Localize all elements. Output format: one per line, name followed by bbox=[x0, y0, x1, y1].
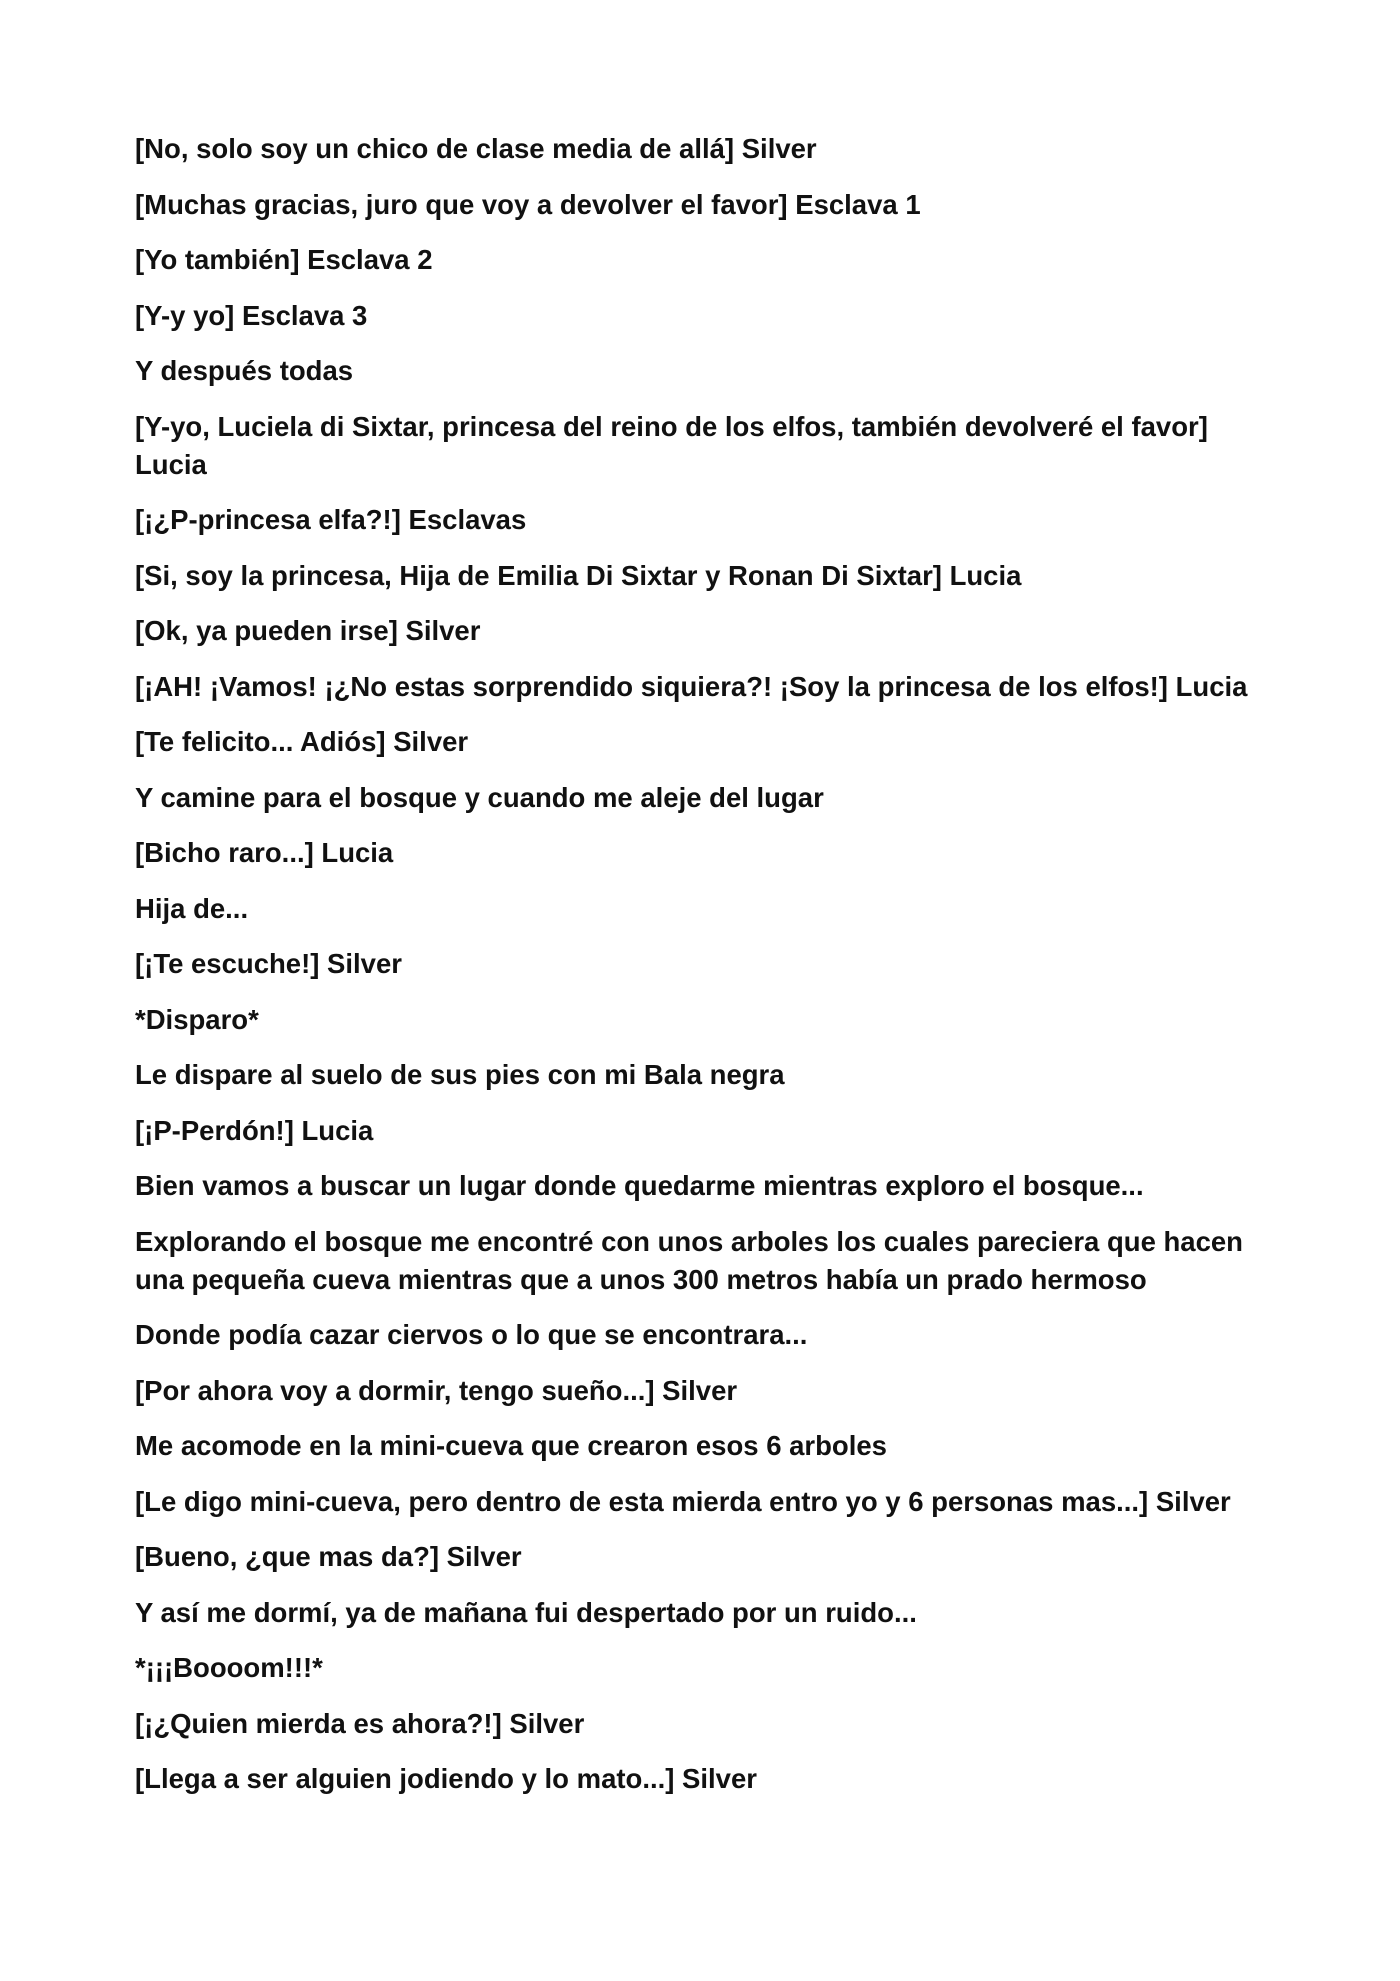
text-line: Donde podía cazar ciervos o lo que se encontrara... bbox=[135, 1319, 808, 1350]
document-body bbox=[135, 130, 1285, 1816]
text-line: [Bicho raro...] Lucia bbox=[135, 837, 394, 868]
text-line: [Y-y yo] Esclava 3 bbox=[135, 299, 368, 331]
text-line: [Le digo mini-cueva, pero dentro de esta mierda entro yo y 6 personas mas...] Silver bbox=[135, 1485, 1231, 1517]
text-line: *¡¡¡Boooom!!!* bbox=[135, 1652, 323, 1683]
text-line: [¡AH! ¡Vamos! ¡¿No estas sorprendido siquiera?! ¡Soy la princesa de los elfos!] Lucia bbox=[135, 670, 1248, 702]
text-line: [Y-yo, Luciela di Sixtar, princesa del reino de los elfos, también devolveré el favor] Lucia bbox=[135, 410, 1208, 480]
text-line: [Muchas gracias, juro que voy a devolver el favor] Esclava 1 bbox=[135, 188, 921, 220]
text-line: [¡¿Quien mierda es ahora?!] Silver bbox=[135, 1707, 585, 1739]
text-line: Y después todas bbox=[135, 355, 354, 386]
text-line: Le dispare al suelo de sus pies con mi Bala negra bbox=[135, 1059, 785, 1090]
text-line: [¡Te escuche!] Silver bbox=[135, 948, 402, 979]
text-line: Hija de... bbox=[135, 892, 249, 924]
text-line: [Ok, ya pueden irse] Silver bbox=[135, 615, 481, 646]
text-line: [¡¿P-princesa elfa?!] Esclavas bbox=[135, 504, 527, 535]
text-line: [Yo también] Esclava 2 bbox=[135, 244, 433, 275]
text-line: Y camine para el bosque y cuando me aleje del lugar bbox=[135, 781, 824, 813]
text-line: *Disparo* bbox=[135, 1003, 259, 1035]
text-line: [Te felicito... Adiós] Silver bbox=[135, 726, 469, 757]
text-line: [Llega a ser alguien jodiendo y lo mato...] Silver bbox=[135, 1763, 757, 1794]
text-line: [¡P-Perdón!] Lucia bbox=[135, 1114, 374, 1146]
text-line: Me acomode en la mini-cueva que crearon esos 6 arboles bbox=[135, 1430, 887, 1461]
text-line: [Por ahora voy a dormir, tengo sueño...] Silver bbox=[135, 1374, 738, 1406]
text-line: Explorando el bosque me encontré con unos arboles los cuales pareciera que hacen una pequeña cueva mientras que a unos 300 metros había un prado hermoso bbox=[135, 1225, 1243, 1295]
text-line: Bien vamos a buscar un lugar donde quedarme mientras exploro el bosque... bbox=[135, 1170, 1144, 1201]
text-line: [Si, soy la princesa, Hija de Emilia Di Sixtar y Ronan Di Sixtar] Lucia bbox=[135, 559, 1022, 591]
text-line: [No, solo soy un chico de clase media de allá] Silver bbox=[135, 133, 817, 164]
text-line: Y así me dormí, ya de mañana fui despertado por un ruido... bbox=[135, 1596, 917, 1628]
text-line: [Bueno, ¿que mas da?] Silver bbox=[135, 1541, 522, 1572]
